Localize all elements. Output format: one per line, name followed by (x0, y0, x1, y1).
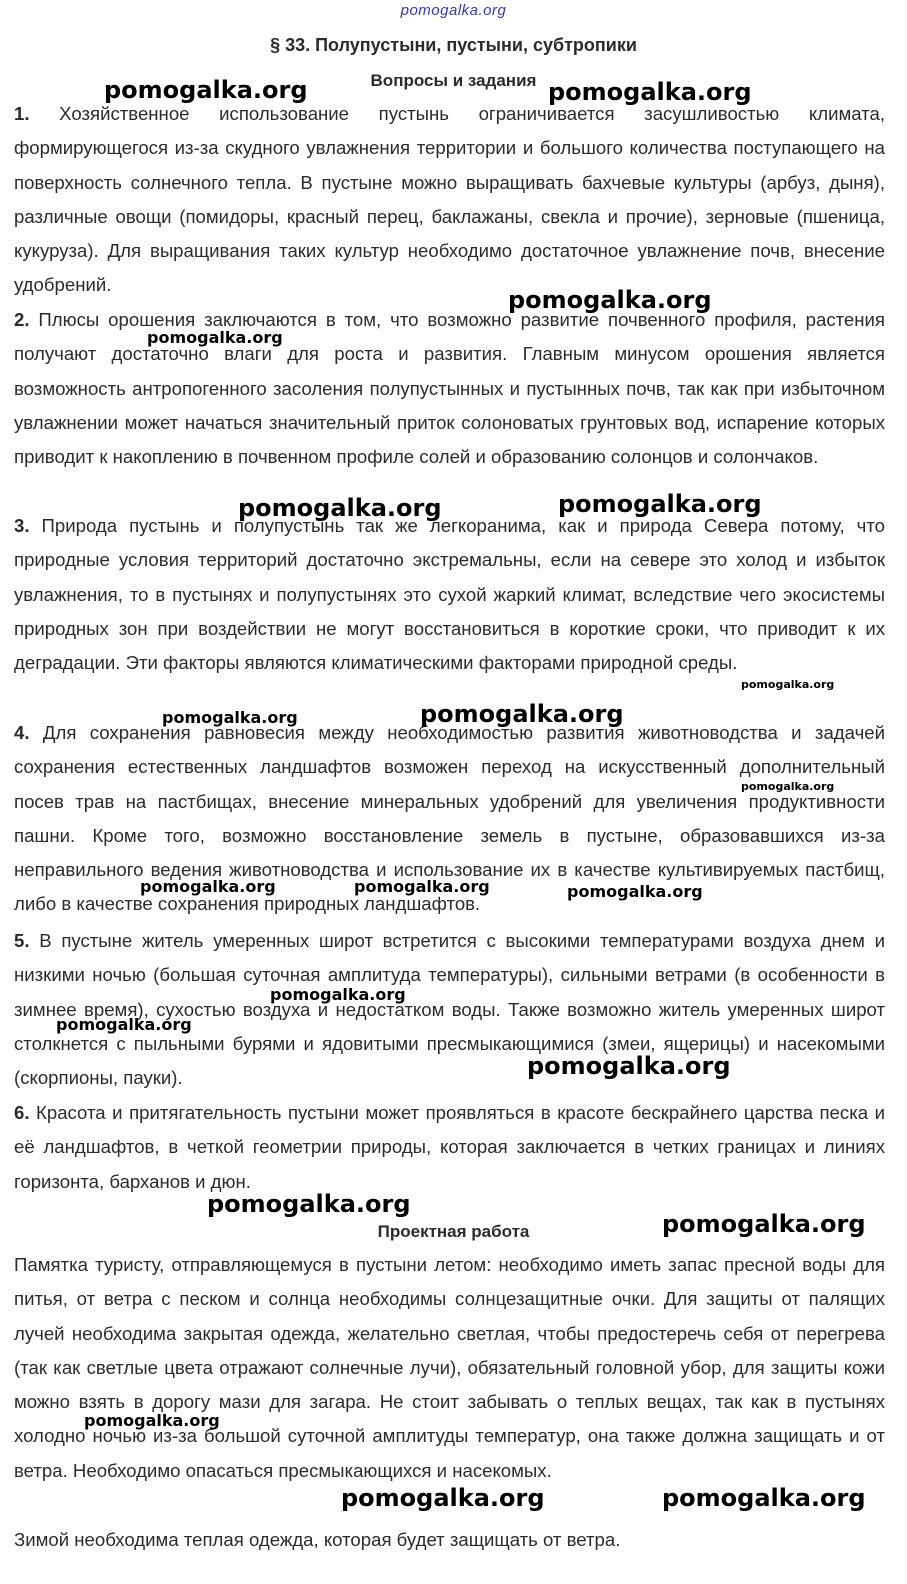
answer-number: 2. (14, 309, 30, 330)
answer-text: Плюсы орошения заключаются в том, что возможно развитие почвенного профиля, растения получают достаточно влаги для роста и развития. Главным минусом орошения является возможность антропогенного засоления полупустынных и пустынных почв, так как при избыточном увлажнении может начаться значительный приток солоноватых грунтовых вод, испарение которых приводит к накоплению в почвенном профиле солей и образованию солонцов и солончаков. (14, 309, 885, 468)
page-title: § 33. Полупустыни, пустыни, субтропики (270, 35, 637, 55)
answer-1 (14, 97, 885, 303)
watermark: pomogalka.org (238, 494, 442, 522)
answer-number: 6. (14, 1102, 30, 1123)
watermark: pomogalka.org (662, 1484, 866, 1512)
answer-number: 3. (14, 515, 30, 536)
questions-heading: Вопросы и задания (370, 71, 537, 90)
watermark: pomogalka.org (341, 1484, 545, 1512)
watermark: pomogalka.org (56, 1015, 192, 1034)
answer-3 (14, 509, 885, 680)
answer-text: В пустыне житель умеренных широт встретится с высокими температурами воздуха днем и низкими ночью (большая суточная амплитуда температуры), сильными ветрами (в особенности в зимнее время), сухостью воздуха и недостатком воды. Также возможно житель умеренных широт столкнется с пыльными бурями и ядовитыми пресмыкающимися (змеи, ящерицы) и насекомыми (скорпионы, пауки). (14, 930, 885, 1089)
answer-number: 1. (14, 103, 30, 124)
site-link[interactable]: pomogalka.org (400, 2, 507, 19)
answer-text: Красота и притягательность пустыни может проявляться в красоте бескрайнего царства песка и её ландшафтов, в четкой геометрии природы, которая заключается в четких границах и линиях горизонта, барханов и дюн. (14, 1102, 885, 1192)
watermark: pomogalka.org (207, 1190, 411, 1218)
watermark: pomogalka.org (741, 678, 835, 691)
watermark: pomogalka.org (84, 1411, 220, 1430)
answer-number: 5. (14, 930, 30, 951)
watermark: pomogalka.org (741, 780, 835, 793)
watermark: pomogalka.org (662, 1210, 866, 1238)
watermark: pomogalka.org (420, 700, 624, 728)
watermark: pomogalka.org (354, 877, 490, 896)
project-paragraph: Памятка туристу, отправляющемуся в пустыни летом: необходимо иметь запас пресной воды для питья, от ветра с песком и солнца необходимы солнцезащитные очки. Для защиты от палящих лучей необходима закрытая одежда, желательно светлая, чтобы предостеречь себя от перегрева (так как светлые цвета отражают солнечные лучи), обязательный головной убор, для защиты кожи можно взять в дорогу мази для загара. Не стоит забывать о теплых вещах, так как в пустынях холодно ночью из-за большой суточной амплитуды температур, она также должна защищать и от ветра. Необходимо опасаться пресмыкающихся и насекомых. (14, 1254, 885, 1481)
answer-number: 4. (14, 722, 30, 743)
project-winter-note: Зимой необходима теплая одежда, которая будет защищать от ветра. (14, 1529, 621, 1550)
answer-text: Природа пустынь и полупустынь так же легкоранима, как и природа Севера потому, что природные условия территорий достаточно экстремальны, если на севере это холод и избыток увлажнения, то в пустынях и полупустынях это сухой жаркий климат, вследствие чего экосистемы природных зон при воздействии не могут восстановиться в короткие сроки, что приводит к их деградации. Эти факторы являются климатическими факторами природной среды. (14, 515, 885, 674)
watermark: pomogalka.org (270, 985, 406, 1004)
watermark: pomogalka.org (508, 286, 712, 314)
answer-6 (14, 1096, 885, 1199)
project-heading: Проектная работа (377, 1222, 530, 1241)
watermark: pomogalka.org (558, 490, 762, 518)
watermark: pomogalka.org (548, 78, 752, 106)
answer-5 (14, 924, 885, 1095)
watermark: pomogalka.org (104, 76, 308, 104)
watermark: pomogalka.org (567, 882, 703, 901)
watermark: pomogalka.org (162, 708, 298, 727)
answer-text: Для сохранения равновесия между необходимостью развития животноводства и задачей сохранения естественных ландшафтов возможен переход на искусственный дополнительный посев трав на пастбищах, внесение минеральных удобрений для увеличения продуктивности пашни. Кроме того, возможно восстановление земель в пустыне, образовавшихся из-за неправильного ведения животноводства и использование их в качестве культивируемых пастбищ, либо в качестве сохранения природных ландшафтов. (14, 722, 885, 915)
watermark: pomogalka.org (147, 328, 283, 347)
answer-text: Хозяйственное использование пустынь ограничивается засушливостью климата, формирующегося из-за скудного увлажнения территории и большого количества поступающего на поверхность солнечного тепла. В пустыне можно выращивать бахчевые культуры (арбуз, дыня), различные овощи (помидоры, красный перец, баклажаны, свекла и прочие), зерновые (пшеница, кукуруза). Для выращивания таких культур необходимо достаточное увлажнение почв, внесение удобрений. (14, 103, 885, 296)
watermark: pomogalka.org (527, 1052, 731, 1080)
watermark: pomogalka.org (140, 877, 276, 896)
answer-2 (14, 303, 885, 474)
